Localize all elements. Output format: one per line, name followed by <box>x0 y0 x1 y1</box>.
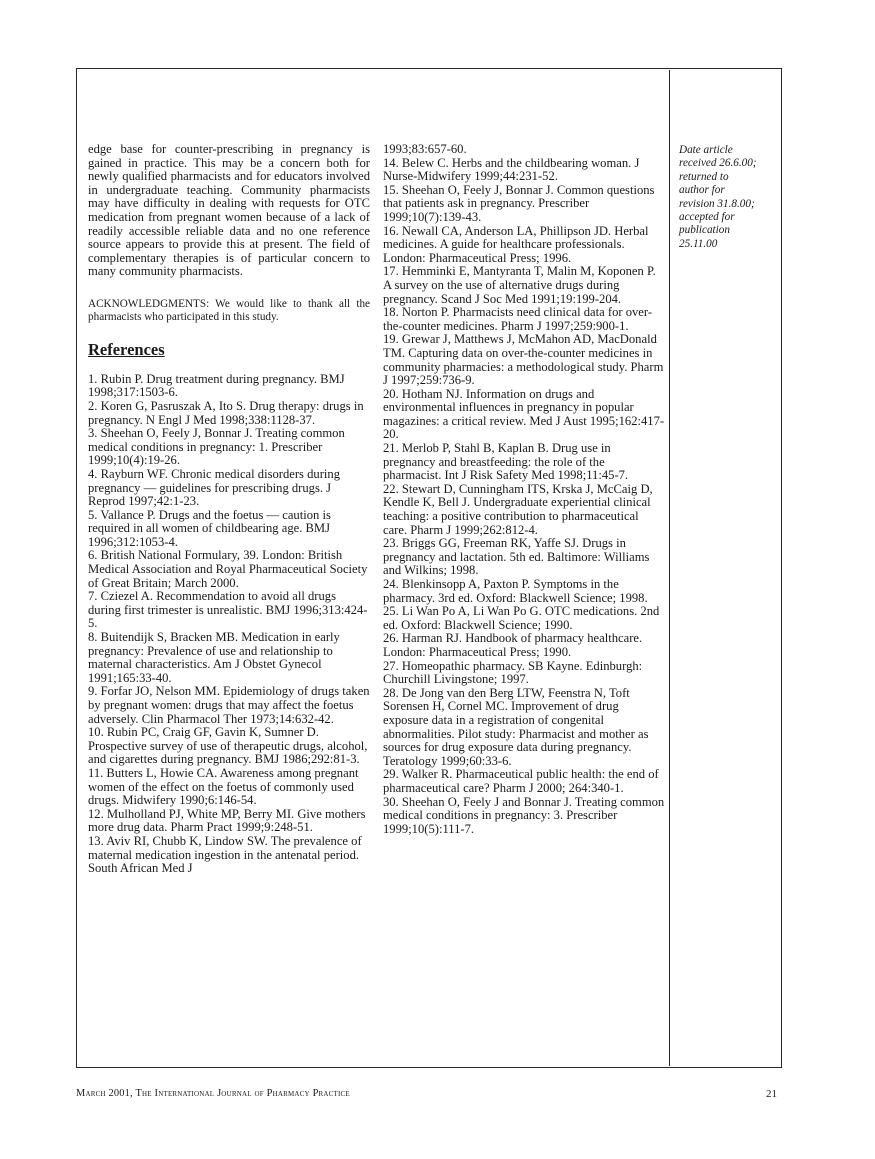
reference-item: 13. Aviv RI, Chubb K, Lindow SW. The prevalence of maternal medication ingestion in the antenatal period. South African Med J <box>88 833 362 876</box>
reference-item: 20. Hotham NJ. Information on drugs and environmental influences in pregnancy in popular magazines: a critical review. Med J Aust 1995;162:417-20. <box>383 386 665 442</box>
reference-item: 15. Sheehan O, Feely J, Bonnar J. Common questions that patients ask in pregnancy. Prescriber 1999;10(7):139-43. <box>383 182 655 224</box>
reference-item: 25. Li Wan Po A, Li Wan Po G. OTC medications. 2nd ed. Oxford: Blackwell Science; 1990. <box>383 604 660 632</box>
body-paragraph: edge base for counter-prescribing in pregnancy is gained in practice. This may be a concern both for newly qualified pharmacists and for educators involved in undergraduate teaching. Community pharmacists may have difficulty in dealing with requests for OTC medication from pregnant women because of a lack of readily accessible reliable data and no one reference source appears to provide this at present. The field of complementary therapies is of particular concern to many community pharmacists. <box>88 142 370 279</box>
reference-item: 12. Mulholland PJ, White MP, Berry MI. Give mothers more drug data. Pharm Pract 1999;9:248-51. <box>88 806 366 835</box>
reference-item: 1993;83:657-60. <box>383 142 467 156</box>
reference-item: 28. De Jong van den Berg LTW, Feenstra N, Toft Sorensen H, Cornel MC. Improvement of drug exposure data in a registration of congenital abnormalities. Pilot study: Pharmacist and mother as sources for drug exposure data during pregnancy. Teratology 1999;60:33-6. <box>383 685 649 768</box>
sidenote-line: received 26.6.00; <box>679 157 757 170</box>
reference-item: 2. Koren G, Pasruszak A, Ito S. Drug therapy: drugs in pregnancy. N Engl J Med 1998;338:1128-37. <box>88 398 364 427</box>
reference-item: 18. Norton P. Pharmacists need clinical data for over-the-counter medicines. Pharm J 1997;259:900-1. <box>383 305 653 333</box>
reference-item: 16. Newall CA, Anderson LA, Phillipson JD. Herbal medicines. A guide for healthcare professionals. London: Pharmaceutical Press; 1996. <box>383 223 649 265</box>
reference-item: 23. Briggs GG, Freeman RK, Yaffe SJ. Drugs in pregnancy and lactation. 5th ed. Baltimore: Williams and Wilkins; 1998. <box>383 536 650 578</box>
reference-item: 24. Blenkinsopp A, Paxton P. Symptoms in the pharmacy. 3rd ed. Oxford: Blackwell Science; 1998. <box>383 577 648 605</box>
sidenote-line: 25.11.00 <box>679 237 718 250</box>
sidenote-line: Date article <box>679 144 733 156</box>
reference-item: 1. Rubin P. Drug treatment during pregnancy. BMJ 1998;317:1503-6. <box>88 371 345 400</box>
reference-item: 9. Forfar JO, Nelson MM. Epidemiology of drugs taken by pregnant women: drugs that may affect the foetus adversely. Clin Pharmacol Ther 1973;14:632-42. <box>88 684 370 726</box>
reference-item: 17. Hemminki E, Mantyranta T, Malin M, Koponen P. A survey on the use of alternative drugs during pregnancy. Scand J Soc Med 1991;19:199-204. <box>383 264 656 306</box>
sidenote-line: publication <box>679 224 730 237</box>
reference-item: 3. Sheehan O, Feely J, Bonnar J. Treating common medical conditions in pregnancy: 1. Prescriber 1999;10(4):19-26. <box>88 426 345 468</box>
reference-item: 30. Sheehan O, Feely J and Bonnar J. Treating common medical conditions in pregnancy: 3. Prescriber 1999;10(5):111-7. <box>383 794 665 836</box>
sidenote-line: returned to <box>679 170 729 183</box>
sidenote-line: revision 31.8.00; <box>679 197 755 210</box>
reference-item: 10. Rubin PC, Craig GF, Gavin K, Sumner D. Prospective survey of use of therapeutic drugs, alcohol, and cigarettes during pregnancy. BMJ 1986;292:81-3. <box>88 725 368 767</box>
acknowledgments: ACKNOWLEDGMENTS: We would like to thank all the pharmacists who participated in this study. <box>88 297 370 324</box>
reference-item: 27. Homeopathic pharmacy. SB Kayne. Edinburgh: Churchill Livingstone; 1997. <box>383 658 643 687</box>
reference-item: 11. Butters L, Howie CA. Awareness among pregnant women of the effect on the foetus of commonly used drugs. Midwifery 1990;6:146-54. <box>88 765 359 808</box>
reference-item: 26. Harman RJ. Handbook of pharmacy healthcare. London: Pharmaceutical Press; 1990. <box>383 631 643 659</box>
column-divider <box>669 70 670 1066</box>
reference-item: 19. Grewar J, Matthews J, McMahon AD, MacDonald TM. Capturing data on over-the-counter medicines in community pharmacies: a methodological study. Pharm J 1997;259:736-9. <box>383 332 664 388</box>
article-dates-sidenote <box>679 144 771 251</box>
sidenote-line: accepted for <box>679 211 735 224</box>
left-column <box>88 143 370 876</box>
reference-item: 29. Walker R. Pharmaceutical public health: the end of pharmaceutical care? Pharm J 2000; 264:340-1. <box>383 767 659 795</box>
reference-item: 7. Cziezel A. Recommendation to avoid all drugs during first trimester is unrealistic. BMJ 1996;313:424-5. <box>88 589 368 631</box>
reference-item: 6. British National Formulary, 39. London: British Medical Association and Royal Pharmaceutical Society of Great Britain; March 2000. <box>88 548 368 590</box>
page-number: 21 <box>766 1088 777 1100</box>
reference-item: 14. Belew C. Herbs and the childbearing woman. J Nurse-Midwifery 1999;44:231-52. <box>383 155 640 184</box>
reference-list-2 <box>383 143 665 836</box>
reference-item: 21. Merlob P, Stahl B, Kaplan B. Drug use in pregnancy and breastfeeding: the role of the pharmacist. Int J Risk Safety Med 1998;11:45-7. <box>383 441 629 483</box>
references-heading: References <box>88 339 165 359</box>
reference-list-1 <box>88 373 370 876</box>
reference-item: 22. Stewart D, Cunningham ITS, Krska J, McCaig D, Kendle K, Bell J. Undergraduate experiential clinical teaching: a positive contribution to pharmaceutical care. Pharm J 1999;262:812-4. <box>383 481 653 537</box>
reference-item: 5. Vallance P. Drugs and the foetus — caution is required in all women of childbearing age. BMJ 1996;312:1053-4. <box>88 507 331 549</box>
sidenote-line: author for <box>679 184 725 197</box>
reference-item: 8. Buitendijk S, Bracken MB. Medication in early pregnancy: Prevalence of use and relationship to maternal characteristics. Am J Obstet Gynecol 1991;165:33-40. <box>88 630 340 685</box>
journal-footer: March 2001, The International Journal of Pharmacy Practice <box>76 1088 350 1099</box>
reference-item: 4. Rayburn WF. Chronic medical disorders during pregnancy — guidelines for prescribing drugs. J Reprod 1997;42:1-23. <box>88 466 340 509</box>
middle-column <box>383 143 665 836</box>
